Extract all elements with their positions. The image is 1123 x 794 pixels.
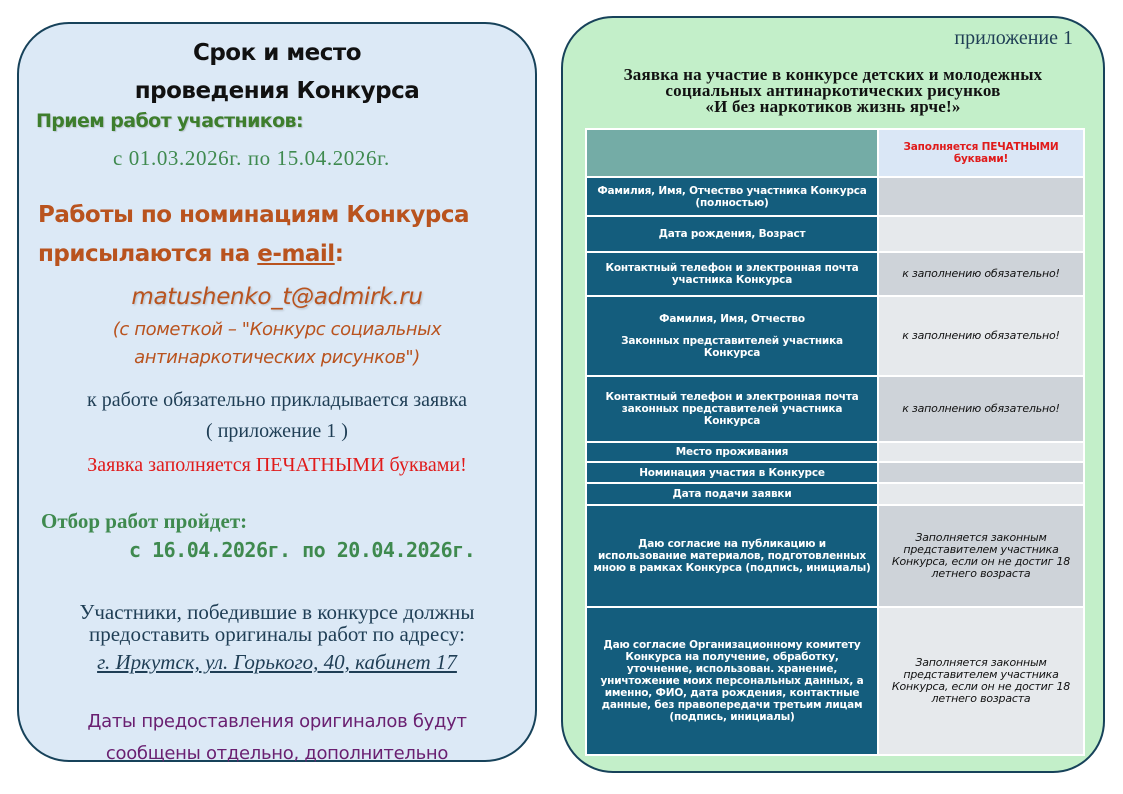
delivery-address xyxy=(19,650,535,675)
row-label: Номинация участия в Конкурсе xyxy=(586,462,878,483)
intake-label: Прием работ участников: xyxy=(36,110,303,132)
contact-email[interactable]: matushenko_t@admirk.ru xyxy=(131,284,423,310)
table-row xyxy=(586,177,1084,216)
row-label: Даю согласие на публикацию и использование материалов, подготовленных мною в рамках Конкурса (подпись, инициалы) xyxy=(586,505,878,607)
row-value-field[interactable]: к заполнению обязательно! xyxy=(878,252,1084,296)
row-value-field[interactable] xyxy=(878,442,1084,462)
table-row xyxy=(586,296,1084,376)
row-label: Контактный телефон и электронная почта участника Конкурса xyxy=(586,252,878,296)
table-row xyxy=(586,483,1084,505)
attachment-note-line2: ( приложение 1 ) xyxy=(206,420,348,442)
table-header-row xyxy=(586,129,1084,177)
form-title-line2: социальных антинаркотических рисунков xyxy=(665,81,1001,100)
selection-dates: с 16.04.2026г. по 20.04.2026г. xyxy=(129,538,476,562)
row-value-field[interactable] xyxy=(878,462,1084,483)
winners-note-line1: Участники, победившие в конкурсе должны xyxy=(79,600,475,624)
table-row xyxy=(586,252,1084,296)
row-value-field[interactable] xyxy=(878,177,1084,216)
row-value-field[interactable] xyxy=(878,483,1084,505)
row-label-line2: Законных представителей участника Конкурса xyxy=(621,335,843,359)
row-label: Дата рождения, Возраст xyxy=(586,216,878,252)
originals-dates-note-line2: сообщены отдельно, дополнительно xyxy=(105,743,449,764)
application-form-panel xyxy=(561,16,1105,773)
table-row xyxy=(586,376,1084,442)
appendix-label: приложение 1 xyxy=(954,27,1073,49)
attachment-note-line1: к работе обязательно прикладывается заявка xyxy=(87,389,467,411)
panel-title-line1: Срок и место xyxy=(192,40,362,66)
email-label-link: e-mail xyxy=(257,241,335,267)
intake-dates: с 01.03.2026г. по 15.04.2026г. xyxy=(113,146,390,170)
row-label: Дата подачи заявки xyxy=(586,483,878,505)
row-value-field[interactable]: Заполняется законным представителем участника Конкурса, если он не достиг 18 летнего возраста xyxy=(878,505,1084,607)
submission-prefix: присылаются на xyxy=(38,241,258,267)
row-value-field[interactable]: к заполнению обязательно! xyxy=(878,296,1084,376)
row-label: Даю согласие Организационному комитету Конкурса на получение, обработку, уточнение, использован. хранение, уничтожение моих персональных данных, а именно, ФИО, дата рождения, контактные данные, без правопередачи третьим лицам (подпись, инициалы) xyxy=(586,607,878,755)
row-value-field[interactable]: Заполняется законным представителем участника Конкурса, если он не достиг 18 летнего возраста xyxy=(878,607,1084,755)
contest-info-panel xyxy=(17,22,537,762)
submission-heading-line2 xyxy=(38,241,343,267)
submission-suffix: : xyxy=(334,241,344,267)
table-row xyxy=(586,607,1084,755)
header-value-cell: Заполняется ПЕЧАТНЫМИ буквами! xyxy=(878,129,1084,177)
row-value-field[interactable]: к заполнению обязательно! xyxy=(878,376,1084,442)
row-label: Фамилия, Имя, Отчество участника Конкурса (полностью) xyxy=(586,177,878,216)
row-label xyxy=(586,296,878,376)
selection-label: Отбор работ пройдет: xyxy=(41,509,248,533)
email-subject-note-line2: антинаркотических рисунков") xyxy=(134,347,420,368)
row-label: Контактный телефон и электронная почта законных представителей участника Конкурса xyxy=(586,376,878,442)
panel-title-line2: проведения Конкурса xyxy=(134,78,420,104)
row-label-line1: Фамилия, Имя, Отчество xyxy=(659,313,805,325)
table-row xyxy=(586,216,1084,252)
form-title-line3: «И без наркотиков жизнь ярче!» xyxy=(705,97,961,116)
submission-heading-line1: Работы по номинациям Конкурса xyxy=(38,202,470,228)
application-form-table xyxy=(585,128,1085,756)
caps-warning: Заявка заполняется ПЕЧАТНЫМИ буквами! xyxy=(87,454,467,476)
table-row xyxy=(586,462,1084,483)
header-label-cell xyxy=(586,129,878,177)
table-row xyxy=(586,442,1084,462)
address-text: г. Иркутск, ул. Горького, 40, кабинет 17 xyxy=(97,650,457,674)
row-label: Место проживания xyxy=(586,442,878,462)
form-title-line1: Заявка на участие в конкурсе детских и молодежных xyxy=(623,65,1043,84)
winners-note-line2: предоставить оригиналы работ по адресу: xyxy=(89,622,465,646)
email-subject-note-line1: (с пометкой – "Конкурс социальных xyxy=(112,319,442,340)
row-value-field[interactable] xyxy=(878,216,1084,252)
originals-dates-note-line1: Даты предоставления оригиналов будут xyxy=(87,711,467,732)
table-row xyxy=(586,505,1084,607)
